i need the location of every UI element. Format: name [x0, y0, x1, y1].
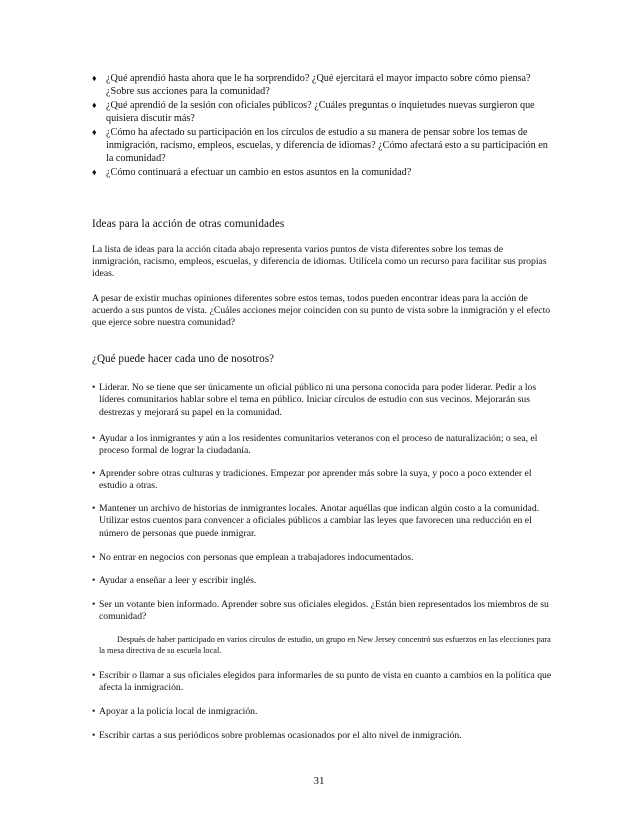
bullet-dot-icon: •: [92, 730, 96, 741]
what-can-we-do-heading: ¿Qué puede hacer cada uno de nosotros?: [92, 353, 275, 365]
action-item: • No entrar en negocios con personas que emplean a trabajadores indocumentados.: [92, 552, 414, 563]
bullet-dot-icon: •: [92, 503, 96, 514]
action-item: • Escribir o llamar a sus oficiales elegidos para informarles de su punto de vista en cuanto a cambios en la política que afecta la inmigración.: [92, 670, 552, 694]
ideas-paragraph-1: La lista de ideas para la acción citada abajo representa varios puntos de vista diferentes sobre los temas de inmigración, racismo, empleos, escuelas, y diferencia de idiomas. Utilícela como un recurso para facilitar sus propias ideas.: [92, 244, 547, 280]
action-item: • Apoyar a la policía local de inmigración.: [92, 706, 258, 717]
bullet-dot-icon: •: [92, 670, 96, 681]
bullet-dot-icon: •: [92, 552, 96, 563]
bullet-dot-icon: •: [92, 468, 96, 479]
reflection-question: ♦ ¿Cómo continuará a efectuar un cambio en estos asuntos en la comunidad?: [92, 167, 412, 178]
diamond-bullet-icon: ♦: [92, 167, 97, 177]
ideas-paragraph-2: A pesar de existir muchas opiniones diferentes sobre estos temas, todos pueden encontrar ideas para la acción de acuerdo a sus puntos de vista. ¿Cuáles acciones mejor coinciden con su punto de vista sobre la inmigración y el efecto que ejerce sobre nuestra comunidad?: [92, 293, 551, 329]
bullet-dot-icon: •: [92, 575, 96, 586]
reflection-question: ♦ ¿Qué aprendió hasta ahora que le ha sorprendido? ¿Qué ejercitará el mayor impacto sobre cómo piensa? ¿Sobre sus acciones para la comunidad?: [92, 73, 531, 97]
action-item: • Ayudar a los inmigrantes y aún a los residentes comunitarios veteranos con el proceso de naturalización; o sea, el proceso formal de lograr la ciudadanía.: [92, 433, 538, 457]
bullet-dot-icon: •: [92, 599, 96, 610]
bullet-dot-icon: •: [92, 706, 96, 717]
diamond-bullet-icon: ♦: [92, 100, 97, 110]
ideas-heading: Ideas para la acción de otras comunidades: [92, 218, 285, 230]
reflection-question: ♦ ¿Qué aprendió de la sesión con oficiales públicos? ¿Cuáles preguntas o inquietudes nuevas surgieron que quisiera discutir más?: [92, 100, 535, 124]
bullet-dot-icon: •: [92, 433, 96, 444]
diamond-bullet-icon: ♦: [92, 73, 97, 83]
page-number: 31: [313, 775, 325, 787]
action-item: • Liderar. No se tiene que ser únicamente un oficial público ni una persona conocida para poder liderar. Pedir a los líderes comunitarios hablar sobre el tema en público. Iniciar círculos de estudio con sus vecinos. Mejorarán sus destrezas y mejorará su papel en la comunidad.: [92, 382, 537, 418]
action-item: • Ser un votante bien informado. Aprender sobre sus oficiales elegidos. ¿Están bien representados los miembros de su comunidad?: [92, 599, 549, 623]
action-item: • Ayudar a enseñar a leer y escribir inglés.: [92, 575, 257, 586]
diamond-bullet-icon: ♦: [92, 127, 97, 137]
bullet-dot-icon: •: [92, 382, 96, 393]
reflection-question: ♦ ¿Cómo ha afectado su participación en los círculos de estudio a su manera de pensar sobre los temas de inmigración, racismo, empleos, escuelas, y diferencia de idiomas? ¿Cómo afectará esto a su participación en la comunidad?: [92, 127, 548, 164]
action-item: • Escribir cartas a sus periódicos sobre problemas ocasionados por el alto nivel de inmigración.: [92, 730, 462, 741]
reflection-questions-list: [92, 72, 552, 180]
action-item: • Mantener un archivo de historias de inmigrantes locales. Anotar aquéllas que indican algún costo a la comunidad. Utilizar estos cuentos para convencer a oficiales públicos a cambiar las leyes que favorecen una reducción en el número de personas que puede inmigrar.: [92, 503, 540, 539]
action-item: • Aprender sobre otras culturas y tradiciones. Empezar por aprender más sobre la suya, y poco a poco extender el estudio a otras.: [92, 468, 532, 492]
example-note: Después de haber participado en varios círculos de estudio, un grupo en New Jersey concentró sus esfuerzos en las elecciones para la mesa directiva de su escuela local.: [99, 635, 551, 656]
